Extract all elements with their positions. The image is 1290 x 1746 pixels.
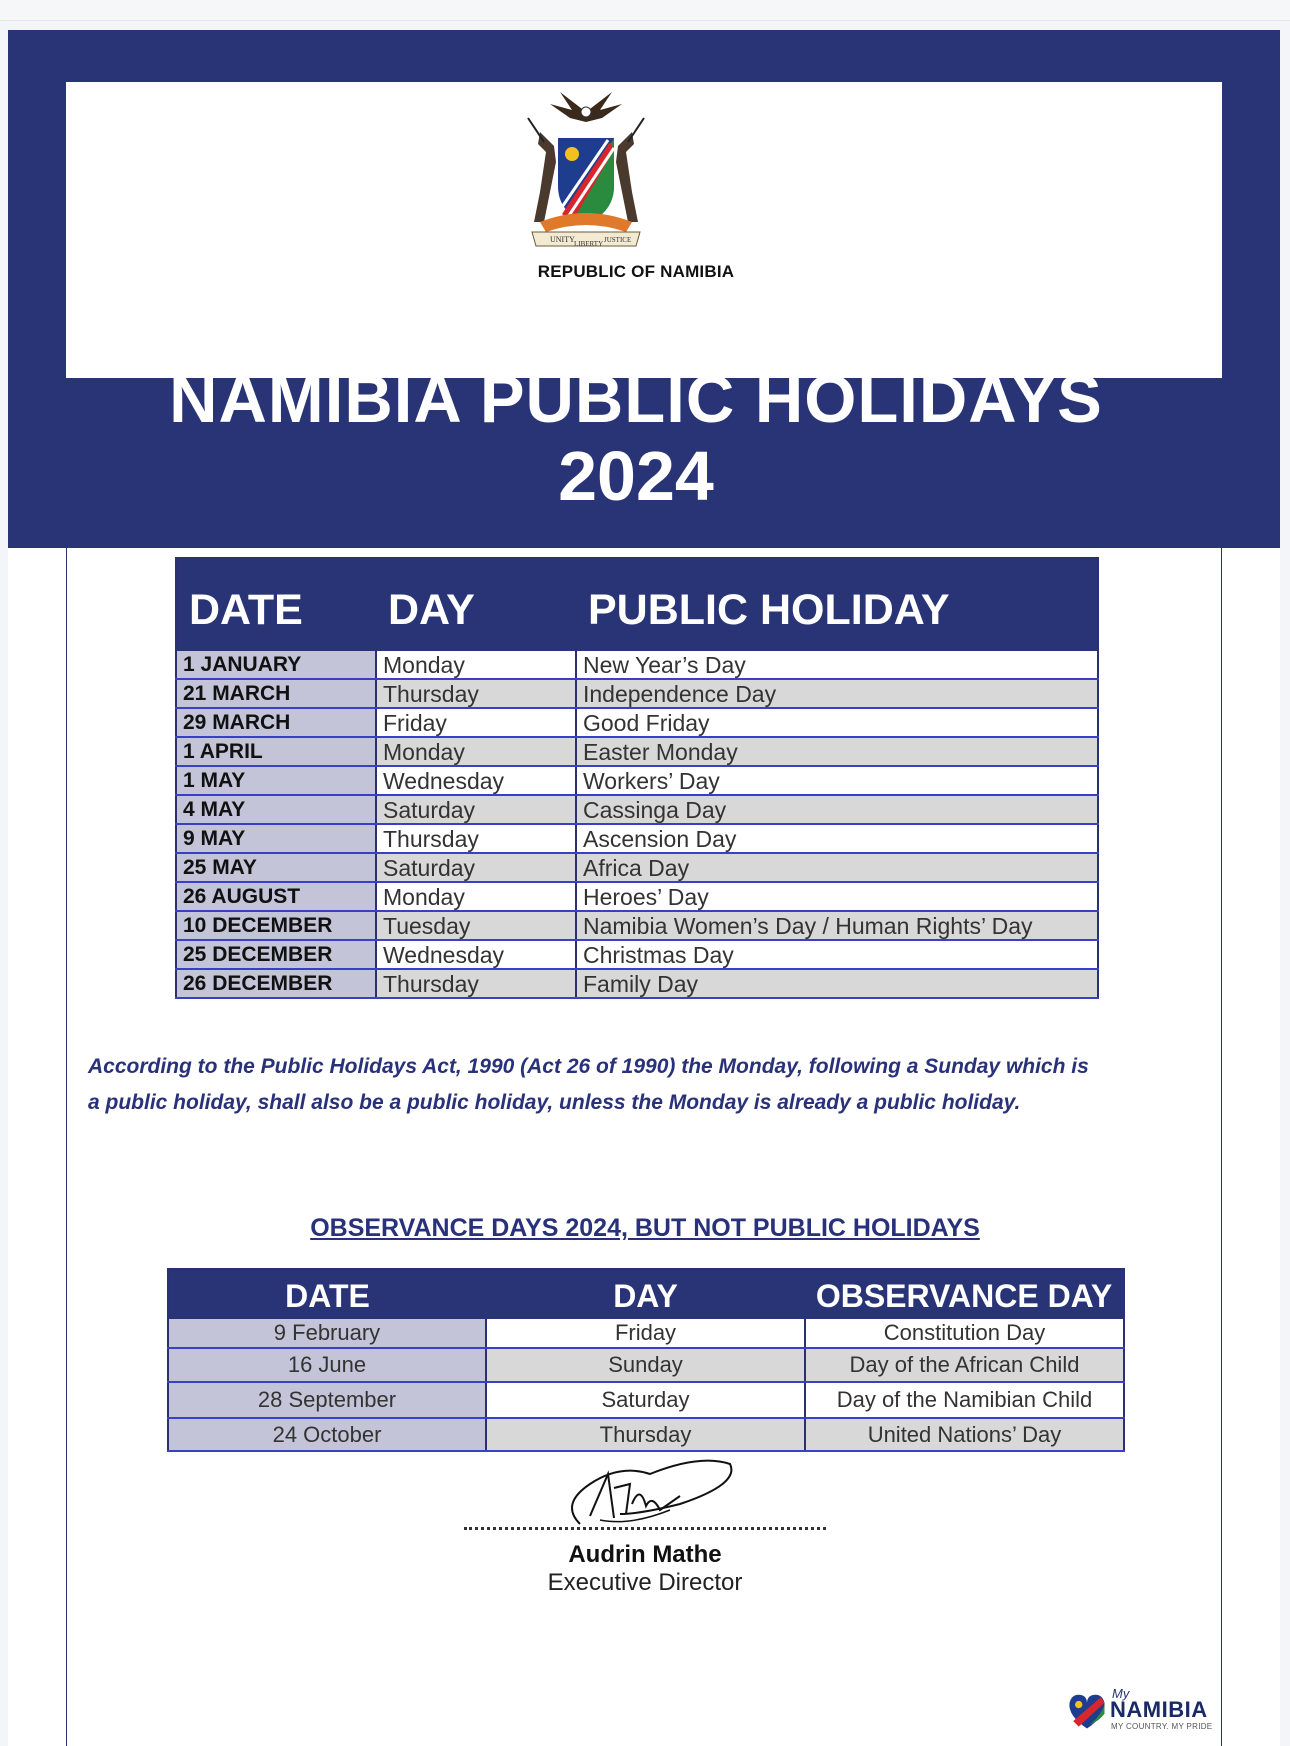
table-row — [168, 1319, 1124, 1348]
motto-unity: UNITY — [550, 235, 575, 244]
observance-day: Thursday — [486, 1418, 805, 1451]
motto-justice: JUSTICE — [604, 236, 632, 244]
holiday-name: Namibia Women’s Day / Human Rights’ Day — [576, 911, 1098, 940]
holiday-day: Thursday — [376, 824, 576, 853]
table-row — [176, 824, 1098, 853]
table-row — [176, 911, 1098, 940]
observance-date: 9 February — [168, 1319, 486, 1348]
table-header-row — [176, 558, 1098, 651]
observance-days-table — [167, 1268, 1125, 1452]
observance-title: OBSERVANCE DAYS 2024, BUT NOT PUBLIC HOLIDAYS — [310, 1214, 980, 1242]
holiday-date: 10 DECEMBER — [176, 911, 376, 940]
observance-date: 24 October — [168, 1418, 486, 1451]
logo-name: NAMIBIA — [1110, 1697, 1208, 1722]
holiday-day: Monday — [376, 737, 576, 766]
page-title: NAMIBIA PUBLIC HOLIDAYS — [169, 362, 1103, 437]
public-holidays-table — [175, 557, 1099, 999]
holiday-name: Workers’ Day — [576, 766, 1098, 795]
holiday-day: Thursday — [376, 679, 576, 708]
table-row — [176, 853, 1098, 882]
holiday-date: 4 MAY — [176, 795, 376, 824]
holiday-date: 1 MAY — [176, 766, 376, 795]
holiday-date: 21 MARCH — [176, 679, 376, 708]
observance-header-row — [168, 1269, 1124, 1319]
table-row — [176, 737, 1098, 766]
holiday-name: Easter Monday — [576, 737, 1098, 766]
holiday-name: Family Day — [576, 969, 1098, 998]
observance-name: Day of the African Child — [805, 1348, 1124, 1382]
holiday-day: Wednesday — [376, 766, 576, 795]
observance-header-day: DAY — [486, 1269, 805, 1319]
holiday-name: Independence Day — [576, 679, 1098, 708]
signatory-name: Audrin Mathe — [568, 1541, 722, 1568]
holiday-name: Christmas Day — [576, 940, 1098, 969]
observance-date: 16 June — [168, 1348, 486, 1382]
republic-label: REPUBLIC OF NAMIBIA — [537, 262, 735, 281]
holiday-date: 26 DECEMBER — [176, 969, 376, 998]
public-holidays-act-note — [88, 1049, 1208, 1121]
holiday-date: 1 APRIL — [176, 737, 376, 766]
signatory-role: Executive Director — [547, 1569, 743, 1596]
holiday-name: New Year’s Day — [576, 651, 1098, 679]
holiday-day: Saturday — [376, 795, 576, 824]
signature-image — [560, 1444, 740, 1536]
holiday-day: Monday — [376, 882, 576, 911]
table-row — [176, 708, 1098, 737]
holiday-day: Friday — [376, 708, 576, 737]
holiday-day: Thursday — [376, 969, 576, 998]
observance-name: Day of the Namibian Child — [805, 1382, 1124, 1418]
motto-liberty: LIBERTY — [574, 240, 604, 248]
viewer-top-bar — [0, 0, 1290, 21]
observance-day: Saturday — [486, 1382, 805, 1418]
observance-date: 28 September — [168, 1382, 486, 1418]
signature-line — [464, 1527, 826, 1530]
table-row — [176, 882, 1098, 911]
observance-header-date: DATE — [168, 1269, 486, 1319]
holiday-day: Saturday — [376, 853, 576, 882]
holiday-date: 29 MARCH — [176, 708, 376, 737]
holiday-date: 9 MAY — [176, 824, 376, 853]
holiday-day: Monday — [376, 651, 576, 679]
table-row — [176, 969, 1098, 998]
coat-of-arms-emblem — [510, 82, 662, 252]
holiday-day: Tuesday — [376, 911, 576, 940]
holiday-name: Good Friday — [576, 708, 1098, 737]
holiday-date: 26 AUGUST — [176, 882, 376, 911]
observance-name: United Nations’ Day — [805, 1418, 1124, 1451]
holiday-date: 1 JANUARY — [176, 651, 376, 679]
table-row — [176, 940, 1098, 969]
column-header-holiday: PUBLIC HOLIDAY — [576, 558, 1098, 651]
observance-name: Constitution Day — [805, 1319, 1124, 1348]
holiday-name: Cassinga Day — [576, 795, 1098, 824]
column-header-date: DATE — [176, 558, 376, 651]
note-line-2: a public holiday, shall also be a public holiday, unless the Monday is already a public holiday. — [88, 1091, 1021, 1114]
observance-header-name: OBSERVANCE DAY — [805, 1269, 1124, 1319]
table-row — [168, 1348, 1124, 1382]
note-line-1: According to the Public Holidays Act, 1990 (Act 26 of 1990) the Monday, following a Sunday which is — [88, 1055, 1089, 1078]
observance-day: Friday — [486, 1319, 805, 1348]
holiday-date: 25 DECEMBER — [176, 940, 376, 969]
my-namibia-heart-icon — [1064, 1688, 1110, 1734]
table-row — [176, 766, 1098, 795]
column-header-day: DAY — [376, 558, 576, 651]
logo-tagline: MY COUNTRY. MY PRIDE — [1111, 1722, 1213, 1731]
page-year: 2024 — [558, 437, 714, 515]
navy-border-top — [8, 30, 1280, 82]
table-row — [176, 679, 1098, 708]
holiday-name: Heroes’ Day — [576, 882, 1098, 911]
holiday-name: Africa Day — [576, 853, 1098, 882]
table-row — [168, 1382, 1124, 1418]
table-row — [176, 651, 1098, 679]
holiday-name: Ascension Day — [576, 824, 1098, 853]
table-row — [176, 795, 1098, 824]
observance-day: Sunday — [486, 1348, 805, 1382]
holiday-day: Wednesday — [376, 940, 576, 969]
logo-prefix: My — [1112, 1686, 1130, 1701]
holiday-date: 25 MAY — [176, 853, 376, 882]
